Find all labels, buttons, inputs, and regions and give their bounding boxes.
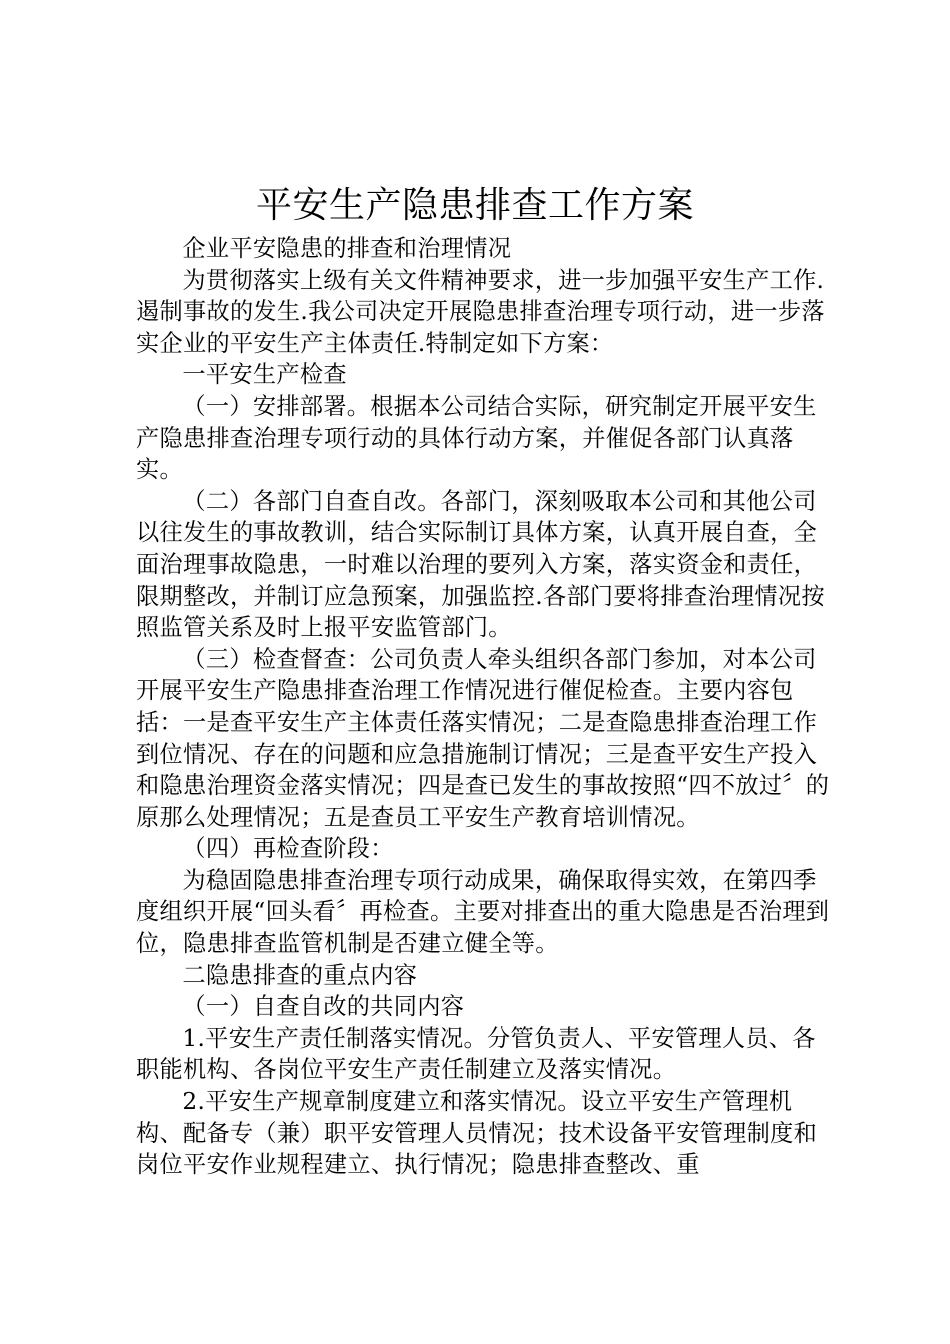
paragraph: 2.平安生产规章制度建立和落实情况。设立平安生产管理机构、配备专（兼）职平安管理人员情况；技术设备平安管理制度和岗位平安作业规程建立、执行情况；隐患排查整改、重 <box>136 1088 818 1179</box>
paragraph: 为贯彻落实上级有关文件精神要求，进一步加强平安生产工作.遏制事故的发生.我公司决定开展隐患排查治理专项行动，进一步落实企业的平安生产主体责任.特制定如下方案： <box>136 266 825 357</box>
paragraph: （一）安排部署。根据本公司结合实际，研究制定开展平安生产隐患排查治理专项行动的具体行动方案，并催促各部门认真落实。 <box>136 392 817 484</box>
paragraph: （一）自查自改的共同内容 <box>182 993 465 1021</box>
paragraph: 1.平安生产责任制落实情况。分管负责人、平安管理人员、各职能机构、各岗位平安生产责任制建立及落实情况。 <box>136 1024 816 1084</box>
paragraph: （三）检查督查：公司负责人牵头组织各部门参加，对本公司开展平安生产隐患排查治理工作情况进行催促检查。主要内容包括：一是查平安生产主体责任落实情况；二是查隐患排查治理工作到位情况、存在的问题和应急措施制订情况；三是查平安生产投入和隐患治理资金落实情况；四是查已发生的事故按照“四不放过〞的原那么处理情况；五是查员工平安生产教育培训情况。 <box>136 645 830 831</box>
section-heading: 一平安生产检查 <box>182 361 347 389</box>
paragraph: （四）再检查阶段： <box>182 835 394 863</box>
paragraph: 为稳固隐患排查治理专项行动成果，确保取得实效，在第四季度组织开展“回头看〞再检查。主要对排查出的重大隐患是否治理到位，隐患排查监管机制是否建立健全等。 <box>136 866 830 958</box>
document-title: 平安生产隐患排查工作方案 <box>255 185 694 226</box>
document-body <box>136 233 836 1181</box>
paragraph: 企业平安隐患的排查和治理情况 <box>182 235 512 262</box>
section-heading: 二隐患排查的重点内容 <box>182 961 418 989</box>
paragraph: （二）各部门自查自改。各部门，深刻吸取本公司和其他公司以往发生的事故教训，结合实际制订具体方案，认真开展自查，全面治理事故隐患，一时难以治理的要列入方案，落实资金和责任，限期整改，并制订应急预案，加强监控.各部门要将排查治理情况按照监管关系及时上报平安监管部门。 <box>136 487 825 642</box>
